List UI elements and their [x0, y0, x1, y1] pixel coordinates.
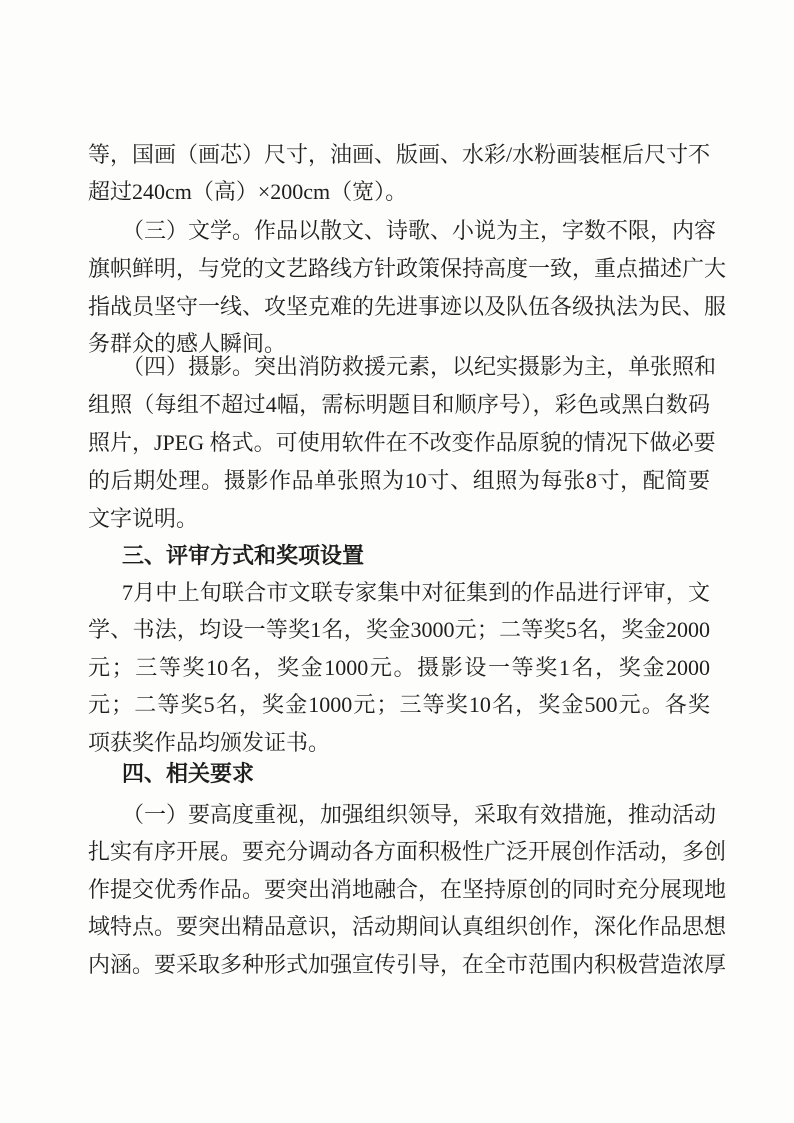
paragraph-line: 指战员坚守一线、攻坚克难的先进事迹以及队伍各级执法为民、服 — [88, 294, 727, 319]
paragraph-line: 组照（每组不超过4幅，需标明题目和顺序号），彩色或黑白数码 — [88, 392, 710, 417]
paragraph-line: 超过240cm（高）×200cm（宽）。 — [88, 179, 408, 204]
paragraph-line: （一）要高度重视，加强组织领导，采取有效措施，推动活动 — [122, 802, 717, 827]
paragraph-line: 等，国画（画芯）尺寸，油画、版画、水彩/水粉画装框后尺寸不 — [88, 142, 711, 167]
section-heading: 四、相关要求 — [122, 761, 255, 786]
paragraph-line: 旗帜鲜明，与党的文艺路线方针政策保持高度一致，重点描述广大 — [88, 256, 727, 281]
paragraph-line: 项获奖作品均颁发证书。 — [88, 730, 331, 755]
paragraph-line: 作提交优秀作品。要突出消地融合，在坚持原创的同时充分展现地 — [88, 877, 727, 902]
paragraph-line: 域特点。要突出精品意识，活动期间认真组织创作，深化作品思想 — [88, 914, 727, 939]
paragraph-line: 照片，JPEG 格式。可使用软件在不改变作品原貌的情况下做必要 — [88, 430, 716, 455]
paragraph-line: 元；三等奖10名，奖金1000元。摄影设一等奖1名，奖金2000 — [88, 655, 710, 680]
paragraph-line: 内涵。要采取多种形式加强宣传引导，在全市范围内积极营造浓厚 — [88, 952, 727, 977]
paragraph-line: 学、书法，均设一等奖1名，奖金3000元；二等奖5名，奖金2000 — [88, 617, 710, 642]
paragraph-line: （三）文学。作品以散文、诗歌、小说为主，字数不限，内容 — [122, 218, 717, 243]
paragraph-line: 文字说明。 — [88, 506, 199, 531]
section-heading: 三、评审方式和奖项设置 — [122, 543, 365, 568]
paragraph-line: （四）摄影。突出消防救援元素，以纪实摄影为主，单张照和 — [122, 354, 717, 379]
paragraph-line: 务群众的感人瞬间。 — [88, 331, 287, 356]
paragraph-line: 扎实有序开展。要充分调动各方面积极性广泛开展创作活动，多创 — [88, 839, 727, 864]
paragraph-line: 7月中上旬联合市文联专家集中对征集到的作品进行评审，文 — [122, 580, 710, 605]
paragraph-line: 的后期处理。摄影作品单张照为10寸、组照为每张8寸，配简要 — [88, 468, 710, 493]
paragraph-line: 元；二等奖5名，奖金1000元；三等奖10名，奖金500元。各奖 — [88, 692, 710, 717]
